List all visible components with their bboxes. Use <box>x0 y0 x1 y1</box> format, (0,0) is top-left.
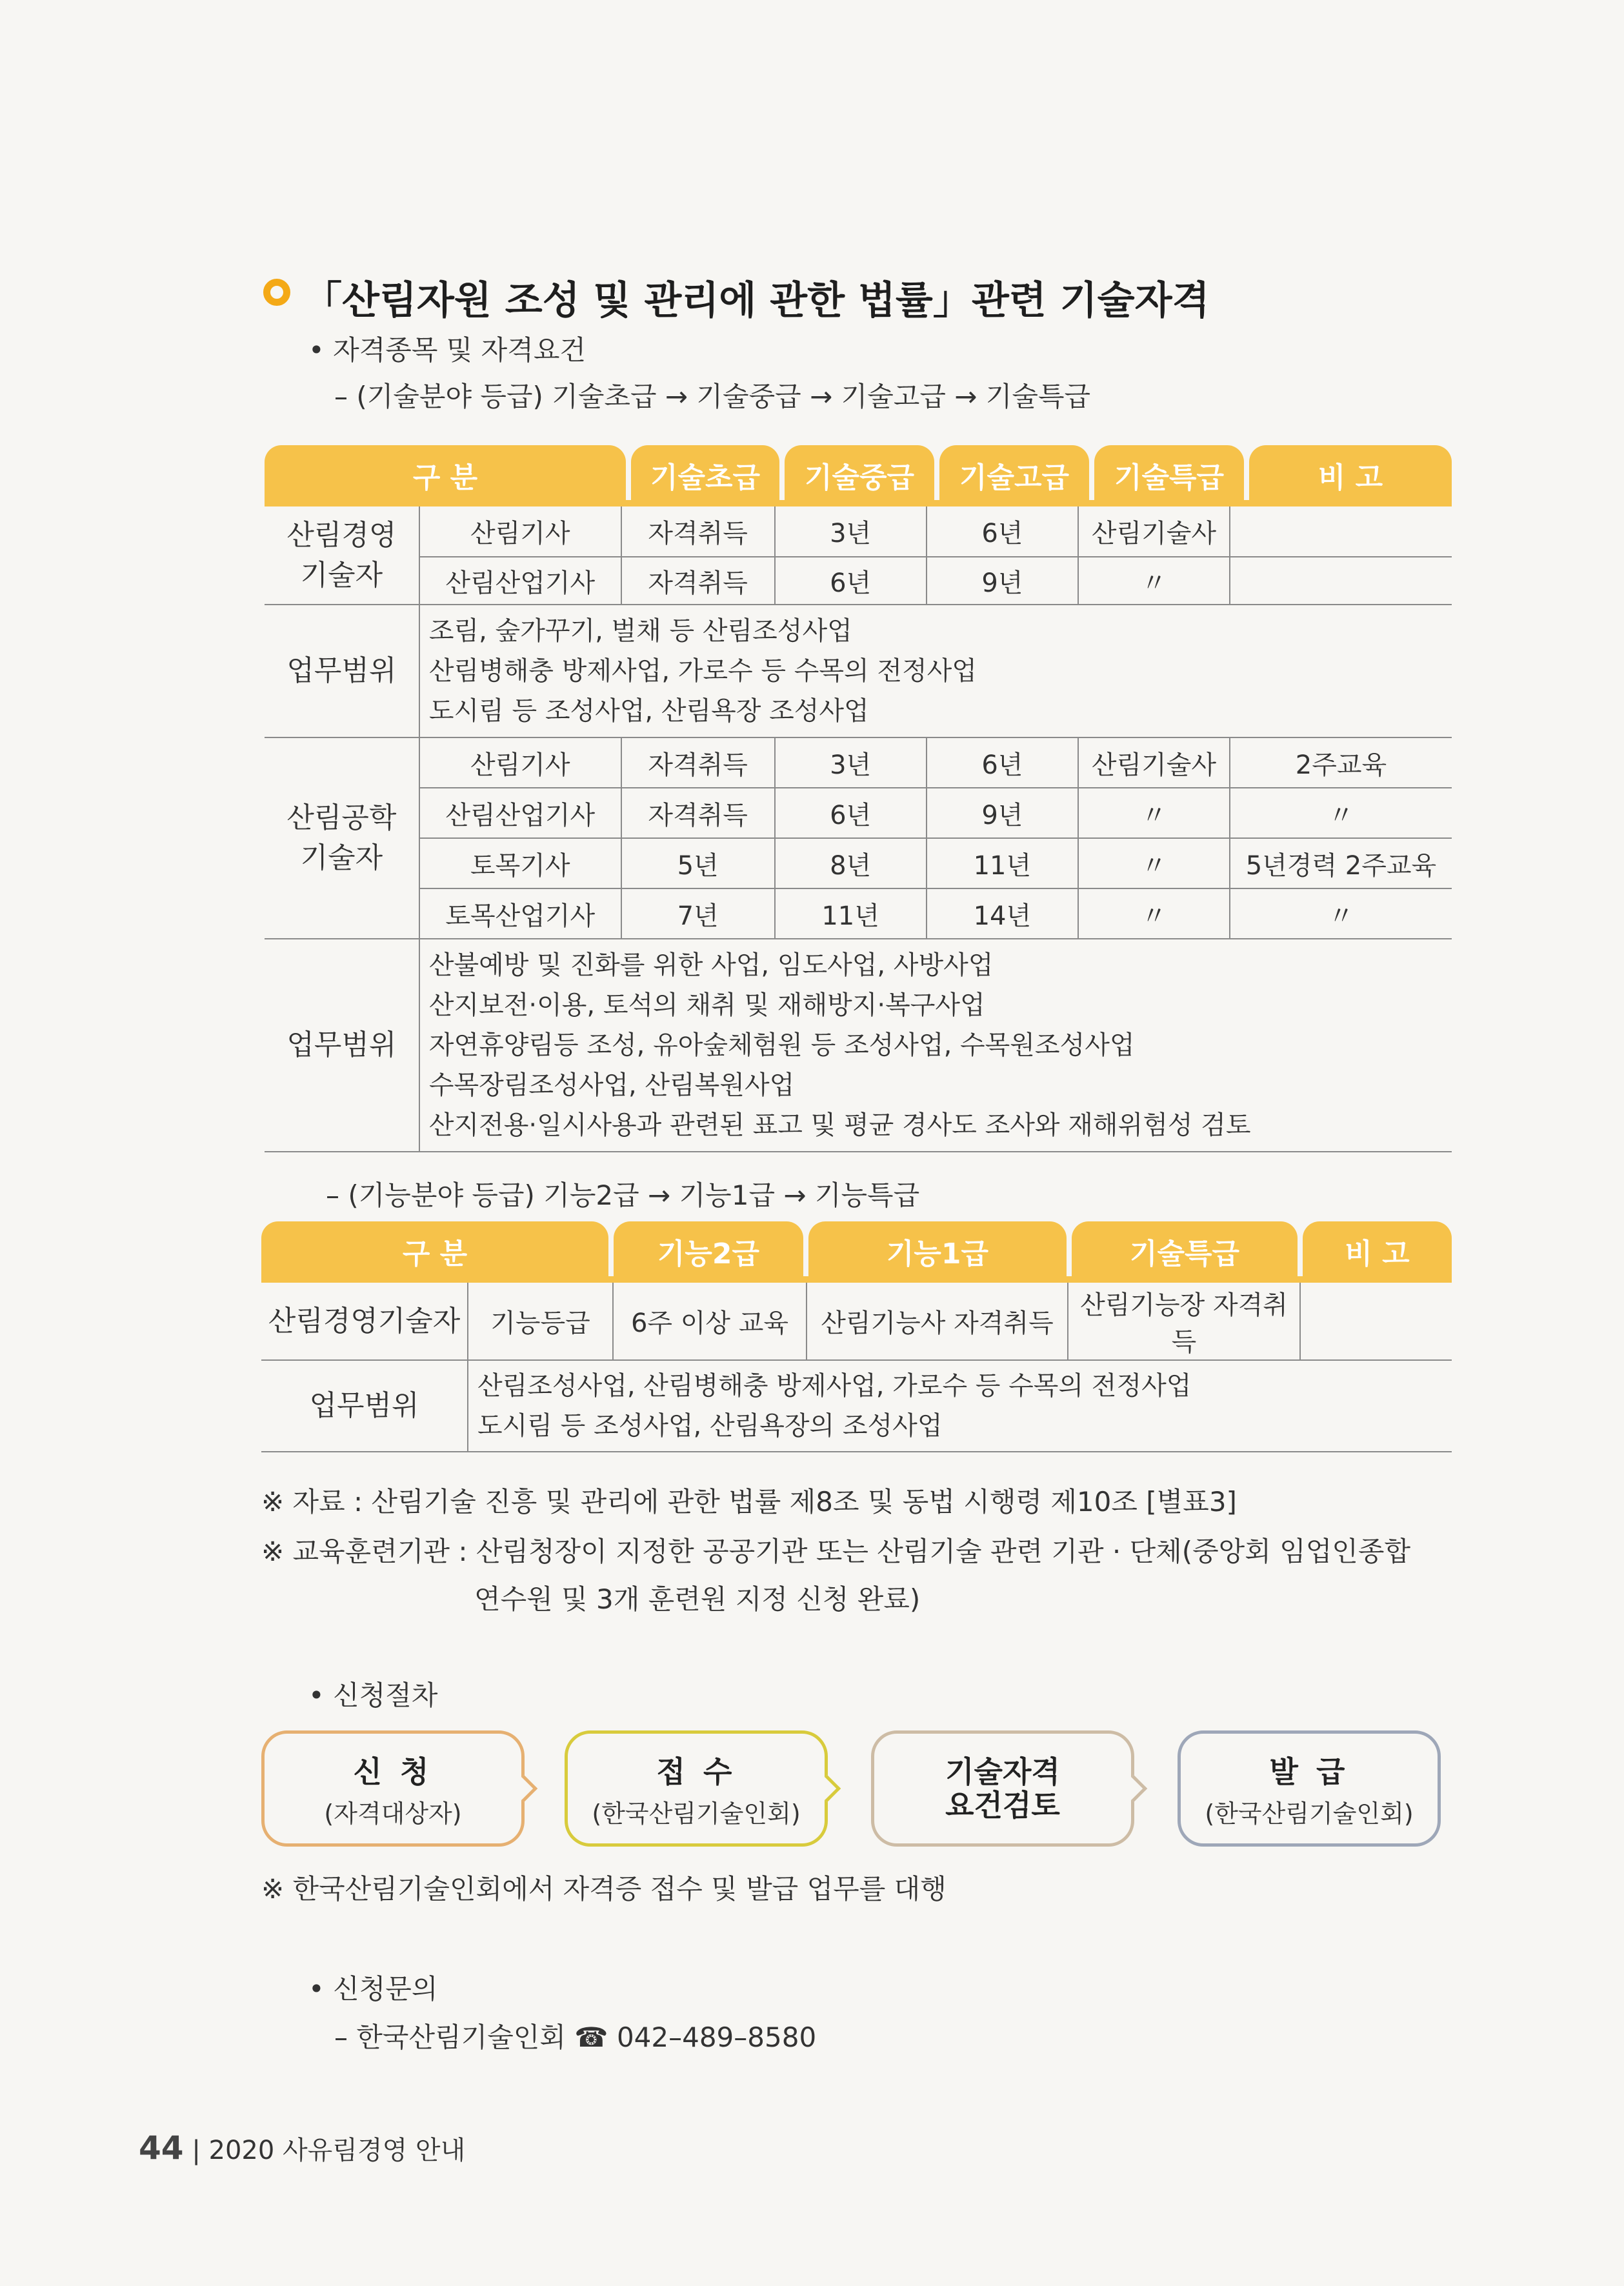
table-row <box>265 557 1452 605</box>
table-cell: 산림산업기사 <box>419 788 621 838</box>
table-cell: 자격취득 <box>621 557 775 605</box>
table2-header-special: 기술특급 <box>1072 1221 1298 1281</box>
table-cell: 산림기사 <box>419 737 621 788</box>
step-title: 발 급 <box>1269 1754 1349 1789</box>
qualification-subtitle: • 자격종목 및 자격요건 <box>308 334 586 366</box>
table-cell: 〃 <box>1078 838 1230 888</box>
step-review <box>871 1730 1134 1847</box>
table1-header-intermediate: 기술중급 <box>785 445 934 505</box>
table1-header-special: 기술특급 <box>1094 445 1244 505</box>
step-title: 신 청 <box>353 1754 433 1789</box>
table-cell: 토목기사 <box>419 838 621 888</box>
step-subtitle: (자격대상자) <box>324 1799 462 1828</box>
scope-label: 업무범위 <box>265 939 419 1152</box>
table-cell: 9년 <box>927 788 1078 838</box>
table1-header-advanced: 기술고급 <box>939 445 1089 505</box>
table1-header-remarks: 비 고 <box>1249 445 1452 505</box>
procedure-heading: • 신청절차 <box>308 1679 438 1711</box>
scope-line: 자연휴양림등 조성, 유아숲체험원 등 조성사업, 수목원조성사업 <box>428 1030 1135 1060</box>
page-footer <box>139 2129 465 2167</box>
table-cell: 산림기사 <box>419 506 621 557</box>
table-cell: 산림기능장 자격취득 <box>1068 1283 1300 1360</box>
table-cell: 9년 <box>927 557 1078 605</box>
table-cell: 6년 <box>775 557 927 605</box>
training-note-line2: 연수원 및 3개 훈련원 지정 신청 완료) <box>474 1583 921 1615</box>
table-cell: 6년 <box>927 506 1078 557</box>
scope-line: 산불예방 및 진화를 위한 사업, 임도사업, 사방사업 <box>428 950 994 980</box>
table-cell: 3년 <box>775 737 927 788</box>
table-cell: 토목산업기사 <box>419 888 621 939</box>
table-row <box>265 737 1452 788</box>
scope-line: 도시림 등 조성사업, 산림욕장의 조성사업 <box>477 1411 943 1441</box>
page-number: 44 <box>139 2129 184 2167</box>
step-receive <box>565 1730 828 1847</box>
table-cell: 〃 <box>1230 888 1452 939</box>
table-cell: 2주교육 <box>1230 737 1452 788</box>
table-cell: 〃 <box>1078 888 1230 939</box>
training-note-line1: ※ 교육훈련기관 : 산림청장이 지정한 공공기관 또는 산림기술 관련 기관 · 단체(중앙회 임업인종합 <box>261 1536 1411 1567</box>
table2-header-skill2: 기능2급 <box>614 1221 803 1281</box>
table-cell: 산림기술사 <box>1078 506 1230 557</box>
footer-text: | 2020 사유림경영 안내 <box>192 2136 466 2165</box>
table-row <box>261 1360 1452 1452</box>
inquiry-contact: – 한국산림기술인회 ☎ 042–489–8580 <box>334 2021 817 2053</box>
skill-qualification-table <box>261 1283 1452 1452</box>
table-row <box>265 605 1452 737</box>
inquiry-heading: • 신청문의 <box>308 1973 438 2005</box>
table2-header-skill1: 기능1급 <box>808 1221 1067 1281</box>
table-row <box>265 788 1452 838</box>
table-row <box>265 838 1452 888</box>
step-subtitle: (한국산림기술인회) <box>1205 1799 1414 1828</box>
table-cell: 6년 <box>775 788 927 838</box>
table-cell: 기능등급 <box>468 1283 613 1360</box>
scope-lines <box>419 605 1452 737</box>
scope-line: 산지보전·이용, 토석의 채취 및 재해방지·복구사업 <box>428 990 985 1020</box>
group-name-forest-management: 산림경영 기술자 <box>265 506 419 605</box>
table-cell: 14년 <box>927 888 1078 939</box>
table-cell: 11년 <box>927 838 1078 888</box>
table-cell: 산림경영기술자 <box>261 1283 468 1360</box>
procedure-note: ※ 한국산림기술인회에서 자격증 접수 및 발급 업무를 대행 <box>261 1873 947 1905</box>
table-cell: 8년 <box>775 838 927 888</box>
scope-line: 수목장림조성사업, 산림복원사업 <box>428 1070 795 1100</box>
skill-grade-path: – (기능분야 등급) 기능2급 → 기능1급 → 기능특급 <box>326 1179 920 1211</box>
scope-line: 도시림 등 조성사업, 산림욕장 조성사업 <box>428 696 869 726</box>
scope-label: 업무범위 <box>265 605 419 737</box>
table1-header-category: 구 분 <box>265 445 626 505</box>
table-row <box>265 506 1452 557</box>
table-cell: 6년 <box>927 737 1078 788</box>
table-cell <box>1230 506 1452 557</box>
table-row <box>261 1283 1452 1360</box>
table-cell: 산림산업기사 <box>419 557 621 605</box>
table-cell: 자격취득 <box>621 788 775 838</box>
table2-header-remarks: 비 고 <box>1303 1221 1452 1281</box>
table-cell: 5년경력 2주교육 <box>1230 838 1452 888</box>
table-cell <box>1230 557 1452 605</box>
scope-line: 조림, 숲가꾸기, 벌채 등 산림조성사업 <box>428 616 852 646</box>
table-cell: 〃 <box>1230 788 1452 838</box>
table-cell: 산림기능사 자격취득 <box>807 1283 1068 1360</box>
table-cell: 〃 <box>1078 557 1230 605</box>
table-cell: 5년 <box>621 838 775 888</box>
step-title: 접 수 <box>656 1754 736 1789</box>
table-cell: 〃 <box>1078 788 1230 838</box>
table-cell: 11년 <box>775 888 927 939</box>
table2-header-category: 구 분 <box>261 1221 608 1281</box>
scope-lines <box>468 1360 1452 1452</box>
table-cell: 자격취득 <box>621 506 775 557</box>
table-cell: 자격취득 <box>621 737 775 788</box>
step-issue <box>1178 1730 1441 1847</box>
table-row <box>265 939 1452 1152</box>
scope-line: 산림병해충 방제사업, 가로수 등 수목의 전정사업 <box>428 656 977 686</box>
tech-grade-path: – (기술분야 등급) 기술초급 → 기술중급 → 기술고급 → 기술특급 <box>334 381 1091 412</box>
scope-lines <box>419 939 1452 1152</box>
title-bullet-icon <box>263 279 290 306</box>
step-subtitle: (한국산림기술인회) <box>592 1799 801 1828</box>
section-title: 「산림자원 조성 및 관리에 관한 법률」관련 기술자격 <box>303 278 1210 323</box>
scope-line: 산지전용·일시사용과 관련된 표고 및 평균 경사도 조사와 재해위험성 검토 <box>428 1110 1251 1140</box>
step-title: 기술자격 요건검토 <box>945 1754 1060 1823</box>
table-cell: 7년 <box>621 888 775 939</box>
tech-qualification-table <box>265 506 1452 1152</box>
scope-label: 업무범위 <box>261 1360 468 1452</box>
table-cell: 산림기술사 <box>1078 737 1230 788</box>
table1-header-beginner: 기술초급 <box>631 445 779 505</box>
source-note: ※ 자료 : 산림기술 진흥 및 관리에 관한 법률 제8조 및 동법 시행령 제10조 [별표3] <box>261 1486 1237 1518</box>
table-row <box>265 888 1452 939</box>
step-apply <box>261 1730 525 1847</box>
table-cell: 6주 이상 교육 <box>613 1283 807 1360</box>
table-cell: 3년 <box>775 506 927 557</box>
group-name-forest-engineering: 산림공학 기술자 <box>265 737 419 939</box>
table-cell <box>1300 1283 1452 1360</box>
scope-line: 산림조성사업, 산림병해충 방제사업, 가로수 등 수목의 전정사업 <box>477 1371 1192 1401</box>
